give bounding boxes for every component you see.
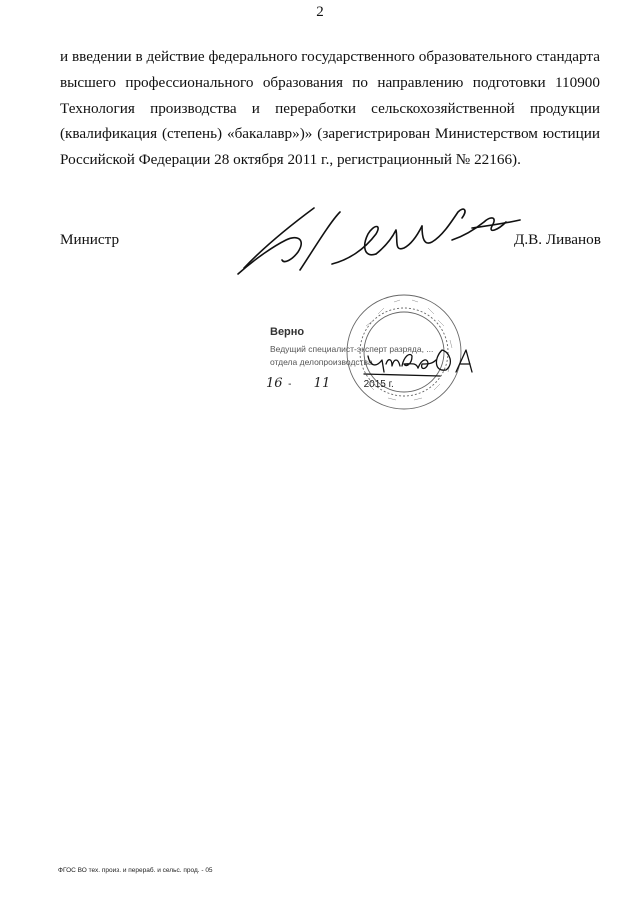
stamp-date: 16 - 11 2015 г. [266, 376, 394, 391]
stamp-date-month: 11 [313, 376, 331, 391]
stamp-date-year: 2015 [363, 379, 386, 390]
body-line: и введении в действие федерального государственного образовательного стандарта [60, 48, 600, 65]
stamp-department-line: отдела делопроизводства [270, 357, 373, 367]
body-line: (квалификация (степень) «бакалавр»)» (зарегистрирован Министерством юстиции [60, 125, 600, 143]
minister-name: Д.В. Ливанов [514, 231, 601, 248]
stamp-position-line: Ведущий специалист-эксперт разряда, ... [270, 344, 434, 354]
page-number: 2 [316, 4, 324, 20]
body-text [60, 44, 600, 173]
minister-signature [236, 200, 526, 280]
body-line: высшего профессионального образования по направлению подготовки 110900 [60, 73, 600, 91]
handwritten-name-signature [362, 342, 492, 382]
verno-label: Верно [270, 326, 305, 338]
footer-reference: ФГОС ВО тех. произ. и перераб. и сельс. прод. - 05 [58, 867, 213, 874]
stamp-date-day: 16 [266, 376, 283, 391]
stamp-date-suffix: г. [388, 379, 394, 390]
body-line: Технология производства и переработки сельскохозяйственной продукции [60, 99, 600, 117]
minister-title: Министр [60, 231, 120, 248]
body-line: Российской Федерации 28 октября 2011 г., регистрационный № 22166). [60, 151, 521, 169]
certification-stamp [262, 290, 502, 425]
